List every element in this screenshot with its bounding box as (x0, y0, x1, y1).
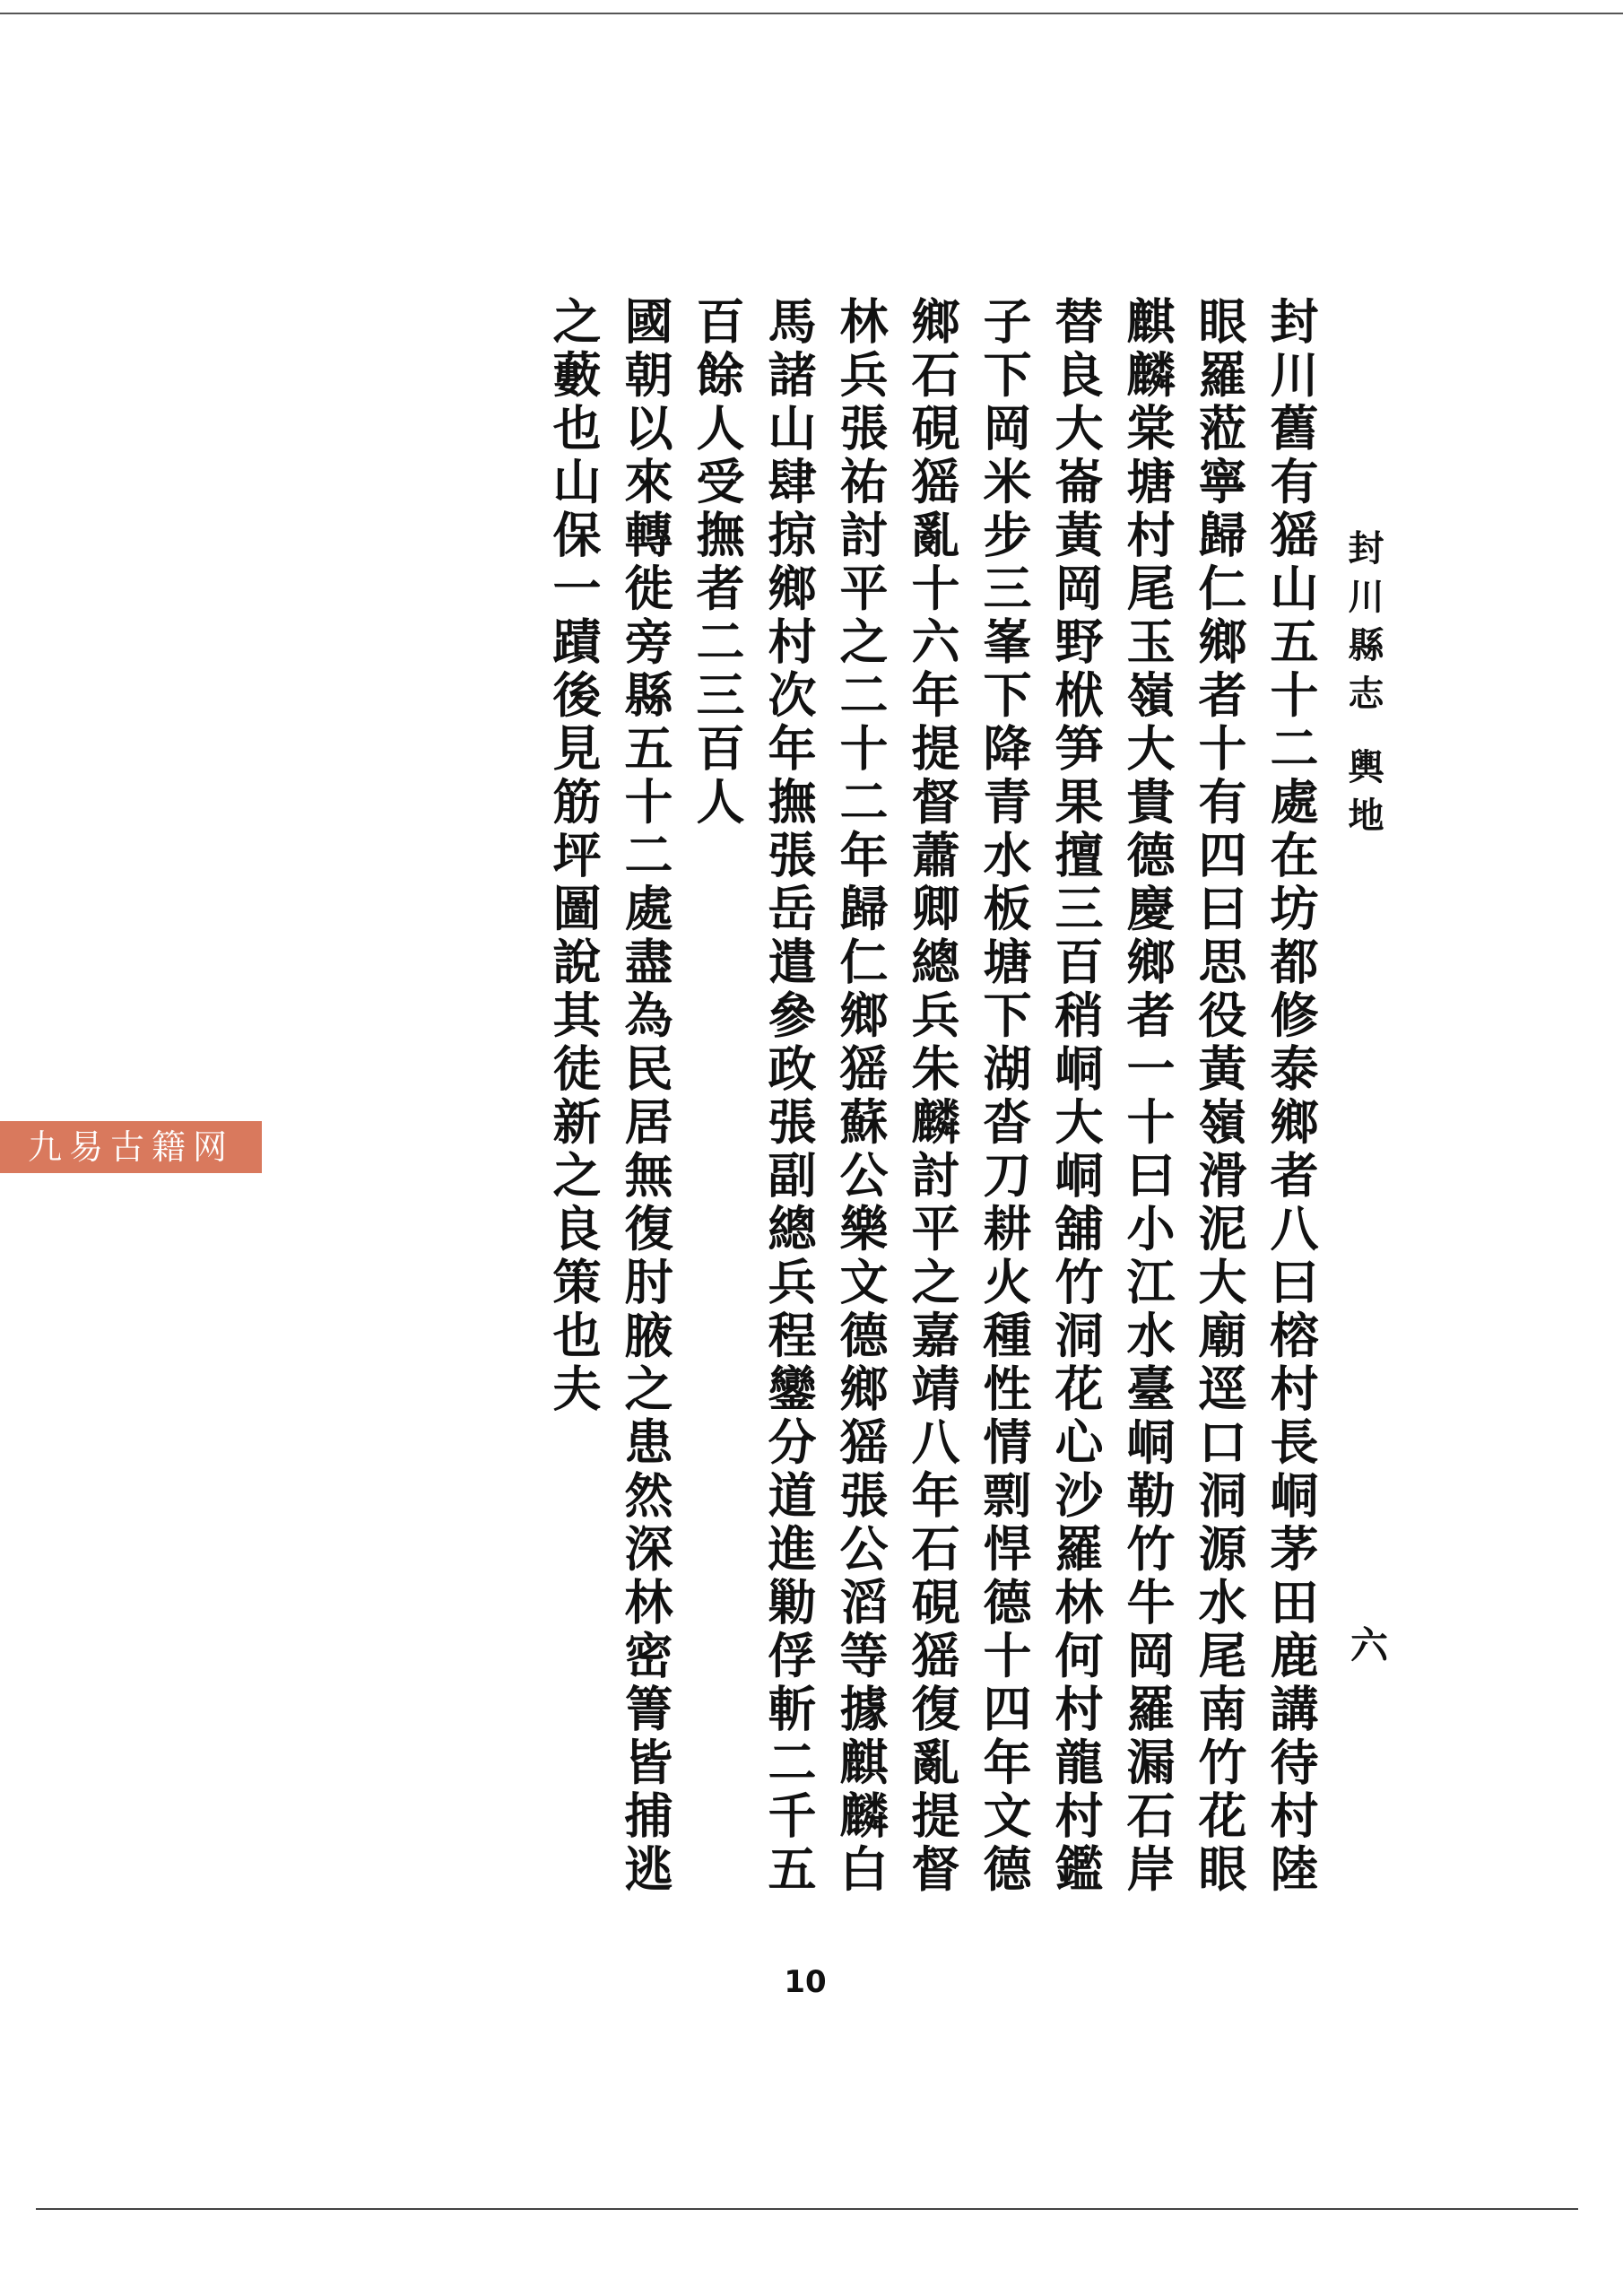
page-number: 10 (784, 1964, 827, 2000)
paragraph-1: 封川舊有猺山五十二處在坊都修泰鄉者八曰榕村長峒茅田鹿講待村陸眼羅蒞寧歸仁鄉者十有四曰思役黃嶺滑泥大廟逕口洞源水尾南竹花眼麒麟棠塘村尾玉嶺大貴德慶鄉者一十曰小江水臺峒勒竹牛岡羅漏石岸替良大崙黃岡野栿笋果擅三百稍峒大峒舖竹洞花心沙羅林何村龍村鑑子下岡米步三峯下降青水板塘下湖沓刀耕火種性情剽悍德十四年文德鄉石硯猺亂十六年提督蕭卿總兵朱麟討平之嘉靖八年石硯猺復亂提督林兵張祐討平之二十二年歸仁鄉猺蘇公樂文德鄉猺張公滔等據麒麟白馬諸山肆掠鄉村次年撫張岳遣參政張副總兵程鑾分道進勦俘斬二千五百餘人受撫者二三百人 (689, 296, 1320, 1897)
bottom-border-line (36, 2208, 1578, 2210)
main-text (545, 296, 1327, 1946)
paragraph-2: 國朝以來轉徙旁縣五十二處盡為民居無復肘腋之患然深林密箐皆捕逃之藪也山保一蹟後見筋坪圖說其徒新之良策也夫 (545, 296, 674, 1897)
top-border-line (0, 13, 1623, 14)
running-header: 封川縣志 輿地 (1342, 529, 1384, 845)
watermark-banner: 九易古籍网 (0, 1121, 262, 1173)
chinese-page-number: 六 (1345, 1625, 1389, 1663)
